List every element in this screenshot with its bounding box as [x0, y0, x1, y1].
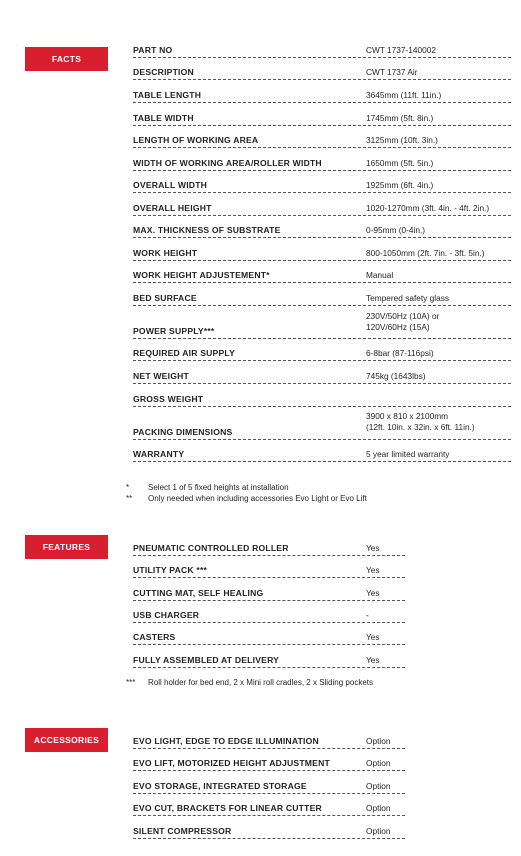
row-value: Option [366, 802, 391, 813]
row-label: POWER SUPPLY*** [133, 326, 215, 336]
facts-row-width-working-area [133, 147, 511, 171]
row-value: CWT 1737-140002 [366, 44, 436, 55]
row-label: PART NO [133, 45, 173, 55]
row-value [366, 411, 475, 434]
row-label: PNEUMATIC CONTROLLED ROLLER [133, 543, 289, 553]
row-value: 3645mm (11ft. 11in.) [366, 89, 442, 100]
features-badge: FEATURES [25, 535, 108, 559]
facts-row-max-thickness [133, 215, 511, 238]
row-value: 3125mm (10ft. 3in.) [366, 134, 438, 145]
features-row-usb-charger [133, 600, 405, 623]
footnote-text: Select 1 of 5 fixed heights at installation [148, 483, 289, 492]
row-label: SILENT COMPRESSOR [133, 826, 232, 836]
features-footnote [126, 678, 373, 687]
row-value: Yes [366, 631, 380, 642]
features-row-fully-assembled [133, 644, 405, 668]
row-label: EVO STORAGE, INTEGRATED STORAGE [133, 781, 307, 791]
facts-row-table-length [133, 79, 511, 103]
row-value-line-2: 120V/60Hz (15A) [366, 321, 430, 332]
row-label: NET WEIGHT [133, 371, 189, 381]
row-value: Option [366, 735, 391, 746]
features-row-utility-pack [133, 555, 405, 578]
row-value-line-1: 230V/50Hz (10A) or [366, 311, 440, 321]
row-value: 0-95mm (0-4in.) [366, 224, 426, 235]
accessories-row-evo-lift [133, 748, 405, 771]
facts-row-description [133, 57, 511, 80]
row-label: OVERALL WIDTH [133, 180, 208, 190]
features-row-cutting-mat [133, 577, 405, 601]
facts-row-net-weight [133, 360, 511, 384]
row-label: DESCRIPTION [133, 67, 194, 77]
row-label: EVO LIGHT, EDGE TO EDGE ILLUMINATION [133, 736, 319, 746]
row-value-line-1: 3900 x 810 x 2100mm [366, 411, 449, 421]
row-value: Yes [366, 654, 380, 665]
row-label: MAX. THICKNESS OF SUBSTRATE [133, 225, 281, 235]
row-label: OVERALL HEIGHT [133, 203, 212, 213]
row-label: BED SURFACE [133, 293, 197, 303]
row-label: LENGTH OF WORKING AREA [133, 135, 259, 145]
row-value: Yes [366, 587, 380, 598]
row-label: PACKING DIMENSIONS [133, 427, 233, 437]
facts-row-table-width [133, 102, 511, 126]
row-label: TABLE LENGTH [133, 90, 202, 100]
row-value: 5 year limited warranty [366, 448, 450, 459]
accessories-row-silent-compressor [133, 815, 405, 839]
footnote-symbol: * [126, 483, 130, 492]
facts-row-air-supply [133, 338, 511, 361]
facts-row-overall-width [133, 170, 511, 193]
footnote-text: Only needed when including accessories Evo Light or Evo Lift [148, 494, 367, 503]
row-label: CUTTING MAT, SELF HEALING [133, 588, 264, 598]
facts-row-overall-height [133, 192, 511, 216]
row-value: 1020-1270mm (3ft. 4in. - 4ft. 2in.) [366, 202, 490, 213]
footnote-symbol: ** [126, 494, 133, 503]
row-label: TABLE WIDTH [133, 113, 194, 123]
row-value [366, 311, 439, 334]
row-label: WARRANTY [133, 449, 185, 459]
row-value: CWT 1737 Air [366, 66, 418, 77]
row-value: Option [366, 825, 391, 836]
accessories-badge: ACCESSORIES [25, 728, 108, 752]
row-label: WORK HEIGHT ADJUSTEMENT* [133, 270, 270, 280]
facts-row-part-no [133, 40, 511, 58]
facts-row-length-working-area [133, 125, 511, 148]
row-label: REQUIRED AIR SUPPLY [133, 348, 236, 358]
row-label: EVO CUT, BRACKETS FOR LINEAR CUTTER [133, 803, 322, 813]
row-value: Option [366, 757, 391, 768]
accessories-row-evo-cut [133, 793, 405, 816]
row-value: 1925mm (6ft. 4in.) [366, 179, 434, 190]
row-label: FULLY ASSEMBLED AT DELIVERY [133, 655, 280, 665]
features-row-casters [133, 622, 405, 645]
footnote-symbol: *** [126, 678, 136, 687]
row-label: CASTERS [133, 632, 176, 642]
row-label: USB CHARGER [133, 610, 200, 620]
row-value: Yes [366, 542, 380, 553]
row-value: 800-1050mm (2ft. 7in. - 3ft. 5in.) [366, 247, 485, 258]
row-label: UTILITY PACK *** [133, 565, 208, 575]
facts-row-power-supply [133, 305, 511, 339]
features-row-pneumatic-roller [133, 538, 405, 556]
accessories-row-evo-light [133, 731, 405, 749]
row-label: WORK HEIGHT [133, 248, 198, 258]
row-value: Option [366, 780, 391, 791]
row-value-line-2: (12ft. 10in. x 32in. x 6ft. 11in.) [366, 421, 475, 432]
row-value: 1650mm (5ft. 5in.) [366, 157, 434, 168]
facts-footnote-2 [126, 494, 367, 503]
facts-row-gross-weight [133, 383, 511, 407]
facts-row-work-height [133, 237, 511, 261]
row-value: Tempered safety glass [366, 292, 450, 303]
row-value: Yes [366, 564, 380, 575]
row-value: 1745mm (5ft. 8in.) [366, 112, 434, 123]
row-value: 6-8bar (87-116psi) [366, 347, 434, 358]
facts-badge: FACTS [25, 47, 108, 71]
row-label: EVO LIFT, MOTORIZED HEIGHT ADJUSTMENT [133, 758, 330, 768]
facts-row-packing-dimensions [133, 406, 511, 440]
row-value: - [366, 609, 369, 620]
row-label: GROSS WEIGHT [133, 394, 204, 404]
accessories-row-evo-storage [133, 770, 405, 794]
facts-row-bed-surface [133, 282, 511, 306]
facts-row-warranty [133, 439, 511, 462]
row-value: 745kg (1643lbs) [366, 370, 426, 381]
facts-row-work-height-adjustment [133, 260, 511, 283]
row-value: Manual [366, 269, 394, 280]
row-label: WIDTH OF WORKING AREA/ROLLER WIDTH [133, 158, 322, 168]
footnote-text: Roll holder for bed end, 2 x Mini roll cradles, 2 x Sliding pockets [148, 678, 373, 687]
facts-footnote-1 [126, 483, 289, 492]
